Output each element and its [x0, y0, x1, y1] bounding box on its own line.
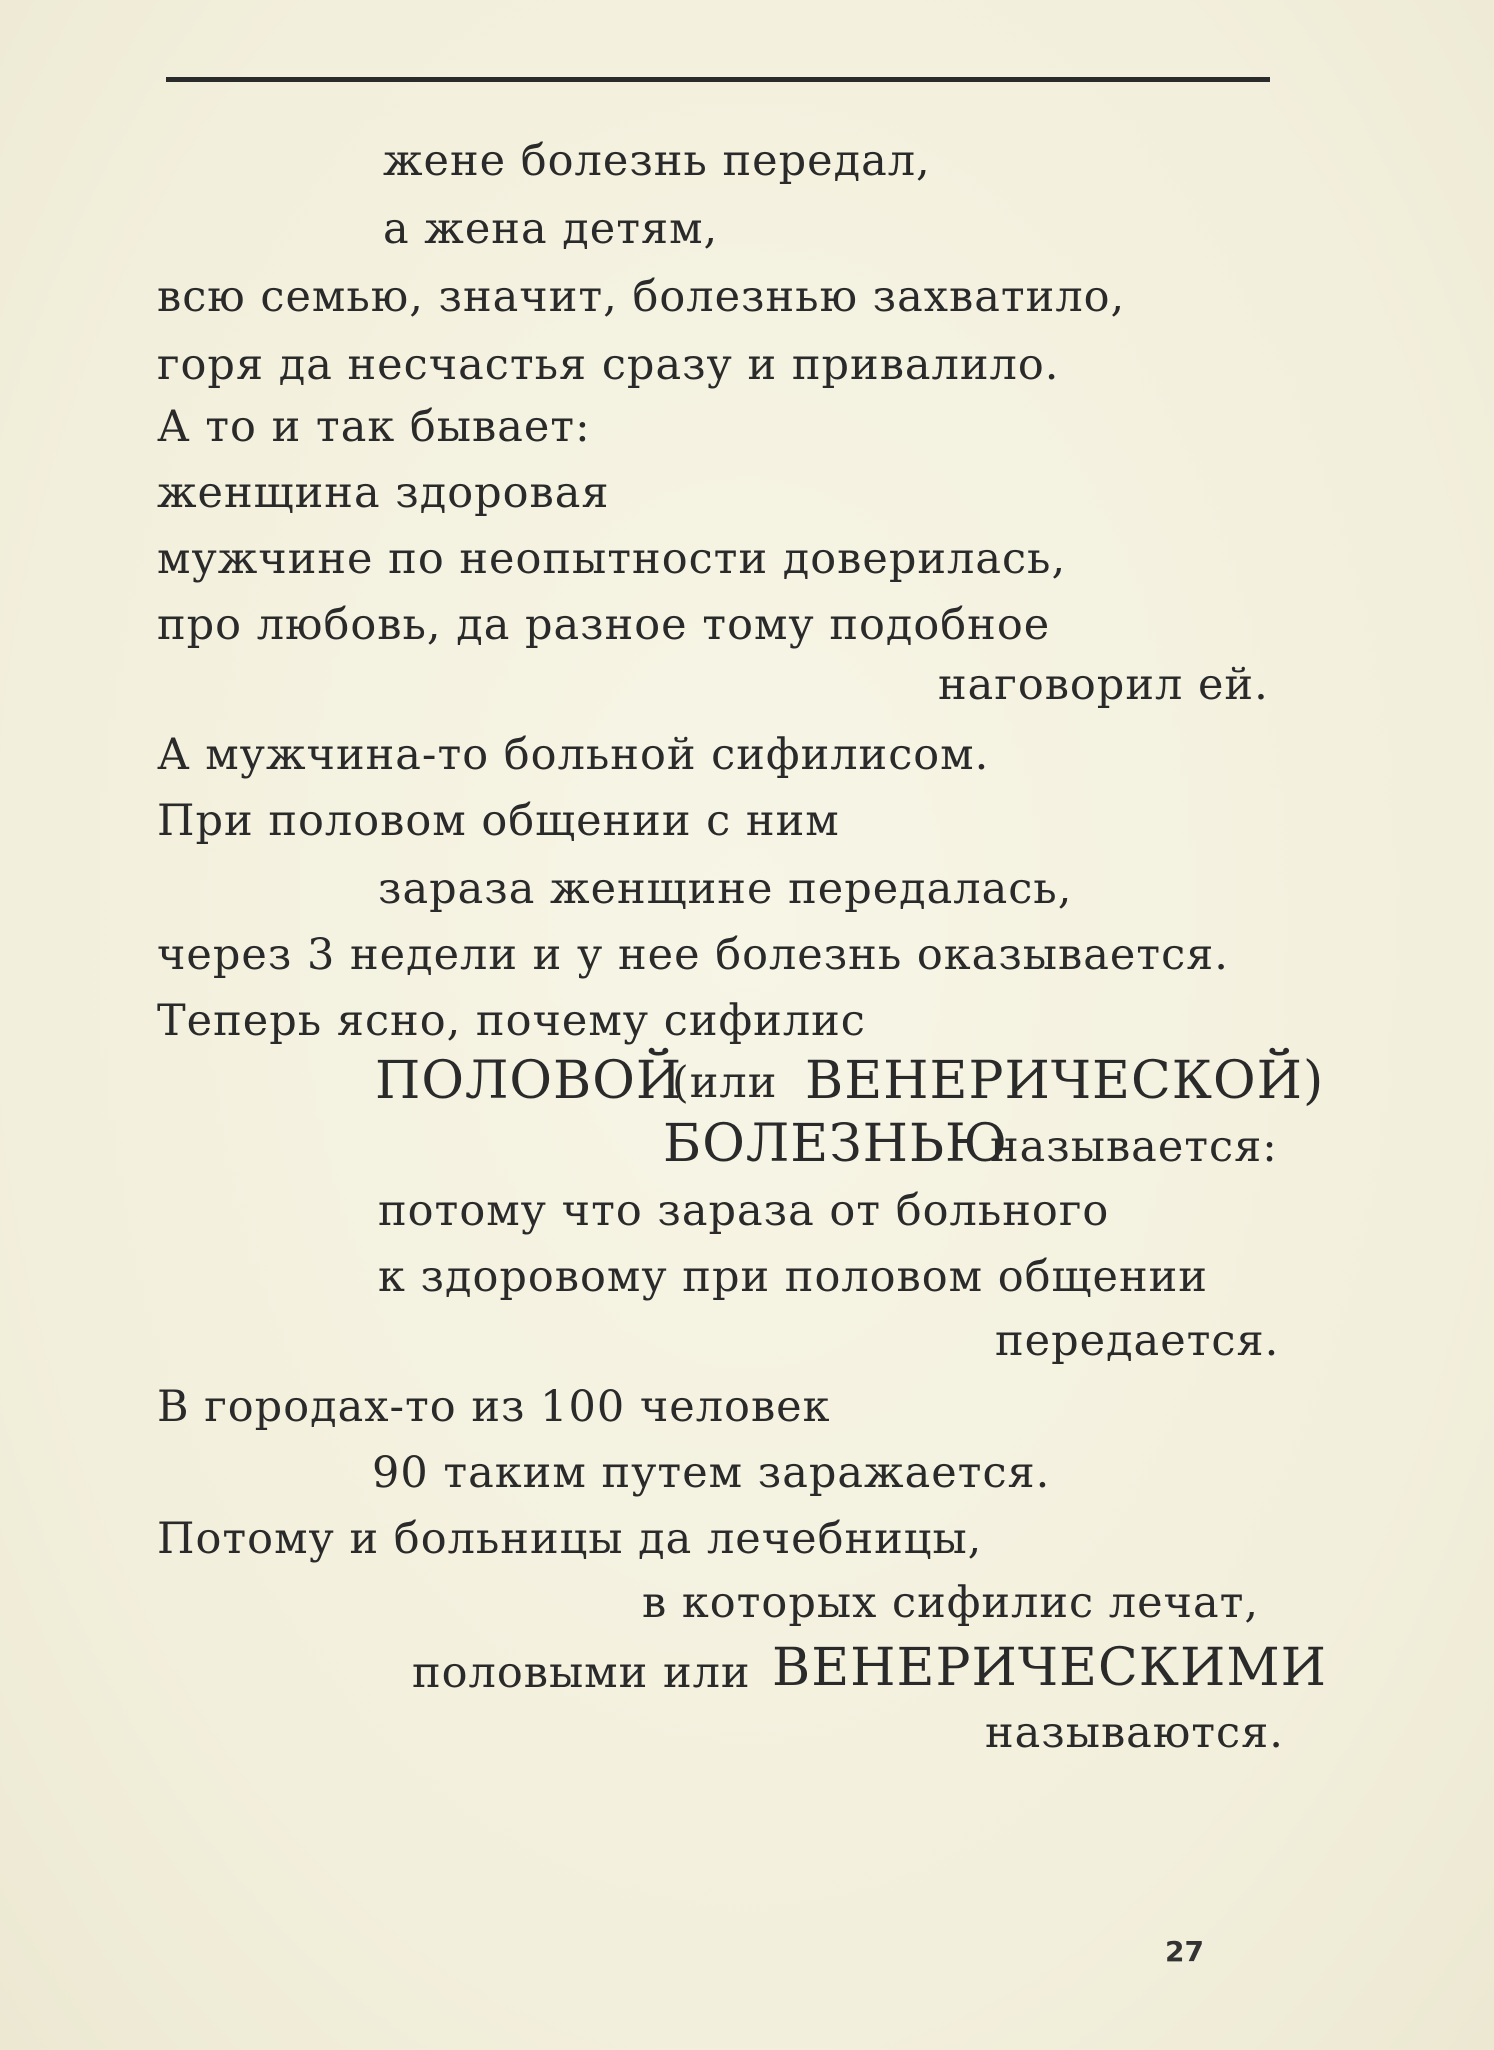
poem-line: 90 таким путем заражается. — [372, 1448, 1051, 1498]
poem-line: При половом общении с ним — [157, 796, 840, 846]
top-rule — [166, 77, 1270, 82]
poem-line: А то и так бывает: — [157, 402, 591, 452]
poem-line: называется: — [990, 1122, 1278, 1172]
poem-line: В городах-то из 100 человек — [157, 1382, 831, 1432]
poem-line: передается. — [995, 1316, 1280, 1366]
poem-line: А мужчина-то больной сифилисом. — [157, 730, 990, 780]
poem-line-caps: ПОЛОВОЙ — [375, 1051, 683, 1111]
poem-line: наговорил ей. — [938, 660, 1269, 710]
poem-line: горя да несчастья сразу и привалило. — [157, 340, 1060, 390]
poem-line-caps: ВЕНЕРИЧЕСКОЙ) — [805, 1051, 1325, 1111]
poem-line: а жена детям, — [383, 204, 719, 254]
poem-line-caps: ВЕНЕРИЧЕСКИМИ — [772, 1638, 1327, 1698]
poem-line: к здоровому при половом общении — [378, 1252, 1208, 1302]
poem-line: (или — [672, 1058, 778, 1108]
poem-line: называются. — [985, 1708, 1284, 1758]
poem-line: Потому и больницы да лечебницы, — [157, 1514, 983, 1564]
poem-line: потому что зараза от больного — [378, 1186, 1110, 1236]
poem-line: про любовь, да разное тому подобное — [157, 600, 1051, 650]
poem-line: через 3 недели и у нее болезнь оказывается. — [157, 930, 1229, 980]
poem-line: Теперь ясно, почему сифилис — [157, 996, 866, 1046]
poem-line: половыми или — [412, 1648, 751, 1698]
page-number: 27 — [1165, 1935, 1204, 1968]
poem-line-caps: БОЛЕЗНЬЮ — [663, 1114, 1009, 1174]
poem-line: зараза женщине передалась, — [378, 864, 1073, 914]
poem-line: в которых сифилис лечат, — [642, 1578, 1260, 1628]
poem-line: мужчине по неопытности доверилась, — [157, 534, 1067, 584]
poem-line: всю семью, значит, болезнью захватило, — [157, 272, 1126, 322]
poem-line: женщина здоровая — [157, 468, 610, 518]
poem-line: жене болезнь передал, — [383, 136, 931, 186]
